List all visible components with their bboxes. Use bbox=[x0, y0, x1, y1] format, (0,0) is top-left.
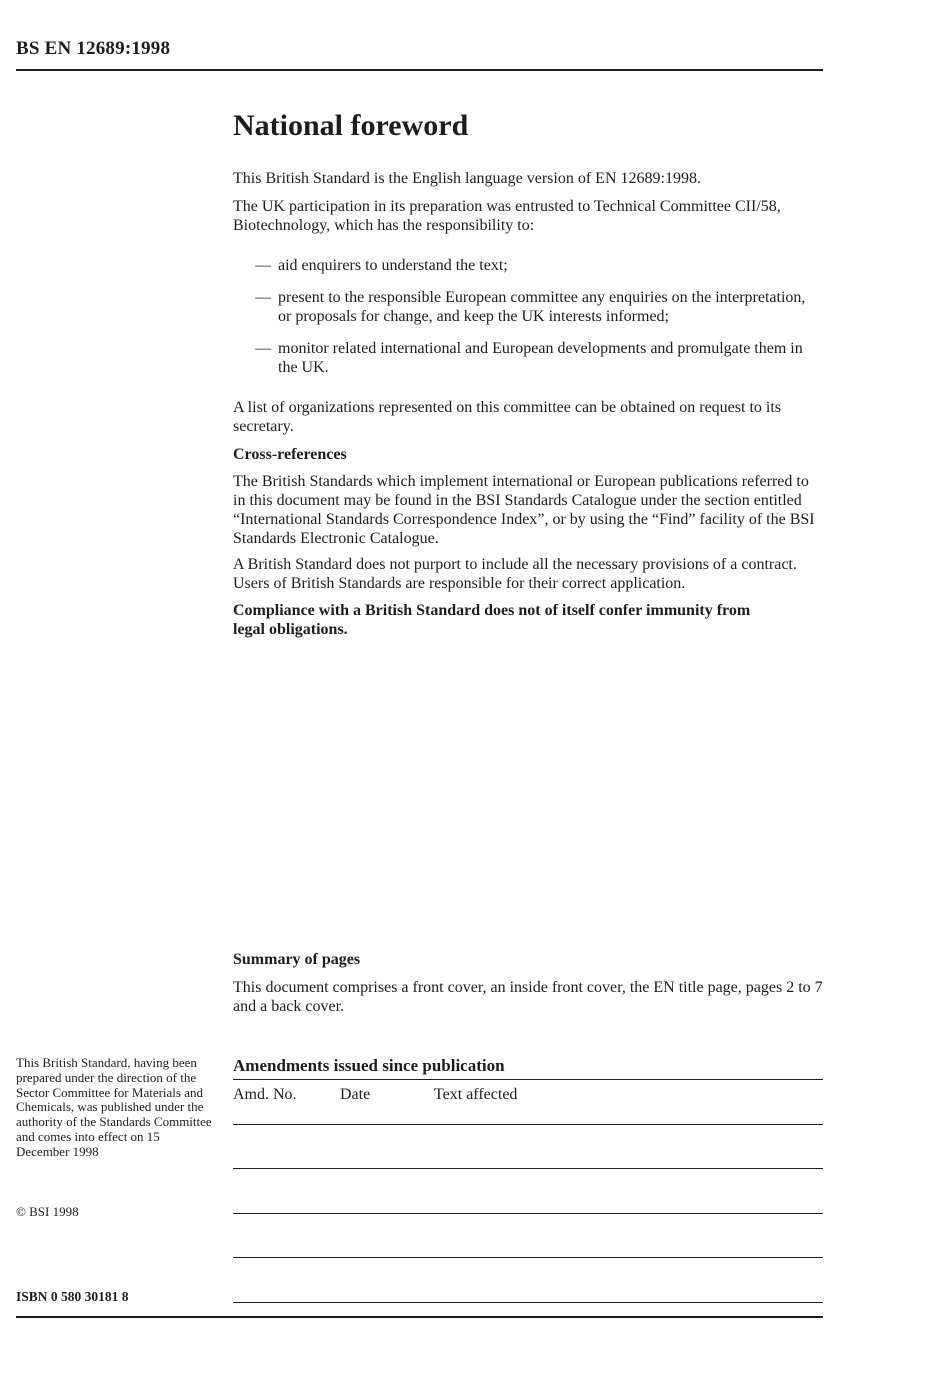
paragraph-language-version: This British Standard is the English language version of EN 12689:1998. bbox=[233, 170, 701, 187]
summary-body: This document comprises a front cover, an inside front cover, the EN title page, pages 2 to 7 and a back cover. bbox=[233, 979, 823, 1015]
column-header-date: Date bbox=[340, 1086, 371, 1103]
list-item-text: present to the responsible European committee any enquiries on the interpretation, or proposals for change, and keep the UK interests informed; bbox=[278, 289, 806, 325]
responsibility-list bbox=[233, 256, 825, 377]
isbn-number: ISBN 0 580 30181 8 bbox=[16, 1289, 129, 1304]
dash-bullet: — bbox=[255, 340, 271, 357]
amendments-table-row bbox=[233, 1169, 823, 1214]
list-item bbox=[255, 339, 825, 377]
cross-references-heading: Cross-references bbox=[233, 446, 347, 463]
amendments-table-row bbox=[233, 1258, 823, 1303]
summary-heading: Summary of pages bbox=[233, 951, 361, 968]
page-title: National foreword bbox=[233, 109, 469, 142]
dash-bullet: — bbox=[255, 257, 271, 274]
main-column bbox=[233, 108, 825, 639]
paragraph-contract-provisions: A British Standard does not purport to include all the necessary provisions of a contract. Users of British Standards are responsible for their correct application. bbox=[233, 556, 797, 592]
copyright-notice: © BSI 1998 bbox=[16, 1204, 79, 1219]
header-rule bbox=[16, 69, 823, 71]
summary-of-pages-section bbox=[233, 950, 825, 1016]
footer-rule bbox=[16, 1316, 823, 1318]
paragraph-organizations: A list of organizations represented on this committee can be obtained on request to its secretary. bbox=[233, 399, 782, 435]
amendments-header-row bbox=[233, 1080, 823, 1125]
amendments-table-row bbox=[233, 1125, 823, 1170]
list-item bbox=[255, 256, 825, 275]
paragraph-uk-participation: The UK participation in its preparation was entrusted to Technical Committee CII/58, Biotechnology, which has the responsibility to: bbox=[233, 198, 781, 234]
column-header-text-affected: Text affected bbox=[434, 1086, 518, 1103]
list-item-text: aid enquirers to understand the text; bbox=[278, 257, 508, 274]
standard-number: BS EN 12689:1998 bbox=[16, 38, 171, 59]
dash-bullet: — bbox=[255, 289, 271, 306]
list-item bbox=[255, 288, 825, 326]
publication-note: This British Standard, having been prepared under the direction of the Sector Committee for Materials and Chemicals, was published under the authority of the Standards Committee and comes into effect on 15 December 1998 bbox=[16, 1055, 212, 1159]
amendments-table-row bbox=[233, 1214, 823, 1259]
list-item-text: monitor related international and European developments and promulgate them in the UK. bbox=[278, 340, 803, 376]
amendments-heading: Amendments issued since publication bbox=[233, 1055, 823, 1080]
amendments-table bbox=[233, 1055, 823, 1303]
paragraph-compliance-notice: Compliance with a British Standard does not of itself confer immunity from legal obligations. bbox=[233, 602, 751, 638]
paragraph-cross-references: The British Standards which implement international or European publications referred to in this document may be found in the BSI Standards Catalogue under the section entitled “International Standards Correspondence Index”, or by using the “Find” facility of the BSI Standards Electronic Catalogue. bbox=[233, 473, 815, 547]
column-header-amd-no: Amd. No. bbox=[233, 1086, 297, 1103]
